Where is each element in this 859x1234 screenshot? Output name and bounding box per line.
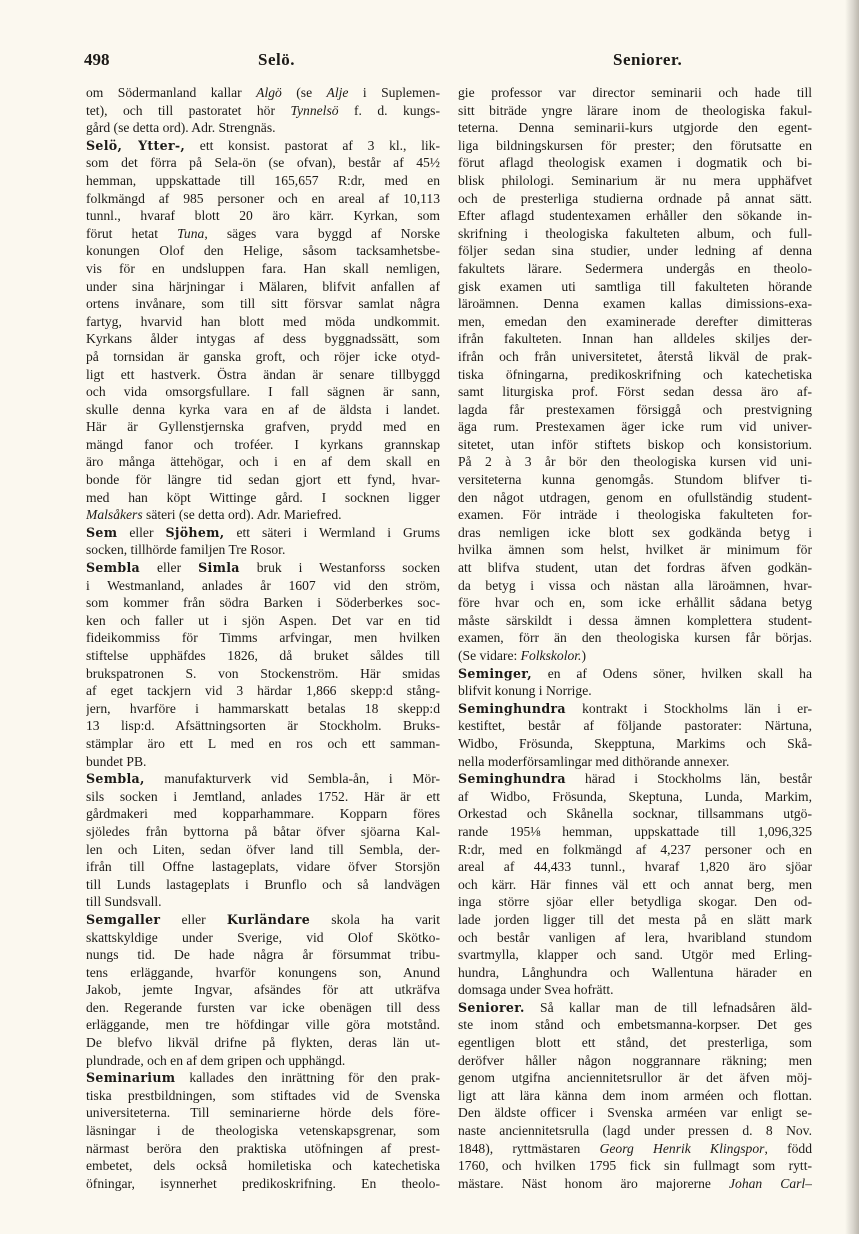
body-text: ste inom stånd och embetsmanna-korpser. Det ges xyxy=(458,1017,812,1033)
text-line xyxy=(86,1087,440,1105)
body-text: areal af 44,433 tunnl., hvaraf 1,820 äro sjöar xyxy=(458,859,812,875)
text-line xyxy=(458,278,812,296)
text-line xyxy=(86,1175,440,1193)
body-text: gård (se detta ord). Adr. Strengnäs. xyxy=(86,120,276,136)
entry-headword: Sjöhem, xyxy=(165,524,225,540)
body-text: 13 lisp:d. Afsättningsorten är Stockholm. Bruks- xyxy=(86,718,440,734)
text-line xyxy=(86,559,440,577)
text-line xyxy=(86,84,440,102)
text-line xyxy=(458,999,812,1017)
text-line xyxy=(86,278,440,296)
body-text: tiska prestbildningen, som stiftades vid de Svenska xyxy=(86,1087,440,1103)
text-line xyxy=(86,841,440,859)
text-line xyxy=(86,242,440,260)
italic-text: Folkskolor. xyxy=(520,648,582,663)
text-line xyxy=(86,577,440,595)
body-text: att blifva student, utan det fordras äfven godkän- xyxy=(458,560,812,576)
body-text: tet), och till pastoratet hör xyxy=(86,102,291,118)
text-line xyxy=(458,1052,812,1070)
body-text: kestiftet, består af följande pastorater: Närtuna, xyxy=(458,718,812,734)
body-text: nella moderförsamlingar med dithörande annexer. xyxy=(458,753,730,769)
text-line xyxy=(86,366,440,384)
body-text: som det förra på Sela-ön (se ofvan), består af 45½ xyxy=(86,155,440,171)
body-text: hemman, uppskattade till 165,657 R:dr, med en xyxy=(86,172,440,188)
text-line xyxy=(86,119,440,137)
body-text: da betyg i vissa och nästan alla läroämnen, hvar- xyxy=(458,577,812,593)
body-text: ortens invånare, som till sitt försvar samlat några xyxy=(86,296,440,312)
italic-text: Malsåkers xyxy=(86,507,143,523)
text-line xyxy=(458,1122,812,1140)
text-line xyxy=(86,418,440,436)
text-line xyxy=(458,313,812,331)
text-line xyxy=(86,383,440,401)
body-text: skattskyldige under Sverige, vid Olof Skötko- xyxy=(86,929,440,945)
text-line xyxy=(458,190,812,208)
text-line xyxy=(86,893,440,911)
body-text: ett konsist. pastorat af 3 kl., lik- xyxy=(185,137,440,153)
entry-headword: Sembla xyxy=(86,560,140,576)
body-text: manufakturverk vid Sembla-ån, i Mör- xyxy=(144,771,440,787)
text-line xyxy=(458,770,812,788)
text-line xyxy=(458,295,812,313)
text-line xyxy=(458,418,812,436)
body-text: examen, förr än den theologiska kursen får börjas. xyxy=(458,630,812,646)
text-line xyxy=(458,823,812,841)
body-text: eller xyxy=(117,524,166,540)
italic-text: Algö xyxy=(256,85,282,100)
body-text: bonde för längre tid sedan gjort ett fynd, hvar- xyxy=(86,472,440,488)
text-line xyxy=(86,647,440,665)
body-text: konungen Olof den Helige, såsom tacksamhetsbe- xyxy=(86,243,440,259)
text-line xyxy=(458,137,812,155)
body-text: Jakob, jemte Ingvar, afsändes för att utkräfva xyxy=(86,982,440,998)
entry-headword: Selö, Ytter-, xyxy=(86,137,186,153)
text-line xyxy=(86,876,440,894)
text-line xyxy=(86,929,440,947)
body-text: i Suplemen- xyxy=(348,85,440,100)
body-text: Orkestad och Skånella socknar, tillsammans utgö- xyxy=(458,806,812,822)
text-line xyxy=(86,858,440,876)
text-line xyxy=(458,805,812,823)
body-text: och vida omsorgsfullare. I fall sägnen är sann, xyxy=(86,384,440,400)
body-text: egentligen blott ett stånd, det presterliga, som xyxy=(458,1035,812,1051)
body-text: fartyg, hvarvid han blott med möda undkommit. xyxy=(86,313,440,329)
body-text: före hvar och en, som icke erhållit sådana betyg xyxy=(458,595,812,611)
text-line xyxy=(458,876,812,894)
text-line xyxy=(86,665,440,683)
text-line xyxy=(458,471,812,489)
text-line xyxy=(86,471,440,489)
text-line xyxy=(458,717,812,735)
body-text: öfningar, isynnerhet predikoskrifning. En theolo- xyxy=(86,1175,440,1191)
text-line xyxy=(458,964,812,982)
body-text: lade jorden ligger till det mesta på en slätt mark xyxy=(458,911,812,927)
text-line xyxy=(458,119,812,137)
body-text: om Södermanland kallar xyxy=(86,85,257,100)
text-line xyxy=(458,1034,812,1052)
text-line xyxy=(86,453,440,471)
body-text: embetet, dels också homiletiska och katechetiska xyxy=(86,1158,440,1174)
body-text: ett säteri i Wermland i Grums xyxy=(224,524,440,540)
body-text: och de presterliga studierna ordnade på annat sätt. xyxy=(458,190,812,206)
body-text: kontrakt i Stockholms län i er- xyxy=(565,700,812,716)
text-line xyxy=(458,858,812,876)
body-text: Kyrkans ålder intygas af dess byggnadssätt, som xyxy=(86,331,440,347)
text-line xyxy=(86,770,440,788)
text-line xyxy=(86,541,440,559)
body-text: men, emedan den examinerade derefter dimitteras xyxy=(458,313,812,329)
body-text: blifvit konung i Norrige. xyxy=(458,683,592,699)
text-line xyxy=(458,102,812,120)
left-text-column xyxy=(86,84,440,1192)
body-text: af Widbo, Frösunda, Skeptuna, Lunda, Markim, xyxy=(458,788,812,804)
entry-headword: Simla xyxy=(198,560,240,576)
body-text: folkmängd af 985 personer och en areal af 10,113 xyxy=(86,190,440,206)
body-text: hvilka ämnen som helst, hvilket är minimum för xyxy=(458,542,812,558)
text-line xyxy=(458,1157,812,1175)
text-line xyxy=(458,893,812,911)
body-text: teterna. Denna seminarii-kurs utgjorde den egent- xyxy=(458,120,812,136)
body-text: ifrån fakulteten. Innan han alldeles skiljes der- xyxy=(458,331,812,347)
body-text: samt liturgiska prof. Först sedan dessa äro af- xyxy=(458,384,812,400)
body-text: plundrade, och en af dem gripen och upphängd. xyxy=(86,1052,346,1068)
body-text: socken, tillhörde familjen Tre Rosor. xyxy=(86,542,286,558)
text-line xyxy=(458,612,812,630)
body-text: eller xyxy=(139,560,199,576)
body-text: sitetet, utan inför stiftets biskop och konsistorium. xyxy=(458,436,812,452)
body-text: universiteterna. Till seminarierne hörde dels före- xyxy=(86,1105,440,1121)
body-text: gisk examen uti samtliga till fakulteten hörande xyxy=(458,278,812,294)
body-text: (Se vidare: xyxy=(458,648,521,663)
body-text: deröfver håller någon noggrannare räkning; men xyxy=(458,1052,812,1068)
page-number: 498 xyxy=(84,50,110,69)
body-text: i Westmanland, anlades år 1607 vid den ström, xyxy=(86,577,440,593)
body-text: stiftelse upphäfdes 1826, då bruket såldes till xyxy=(86,648,440,663)
text-line xyxy=(86,489,440,507)
text-line xyxy=(86,524,440,542)
text-line xyxy=(458,489,812,507)
body-text: (se xyxy=(281,85,327,100)
text-line xyxy=(86,154,440,172)
body-text: sils socken i Jemtland, anlades 1752. Här är ett xyxy=(86,788,440,804)
text-line xyxy=(86,717,440,735)
text-line xyxy=(458,401,812,419)
italic-text: Tynnelsö xyxy=(290,102,339,118)
text-line xyxy=(86,295,440,313)
body-text: nungs tid. De hade några år försummat tribu- xyxy=(86,947,440,963)
text-line xyxy=(86,1052,440,1070)
text-line xyxy=(458,647,812,665)
body-text: len och Liten, sedan öfver land till Sembla, der- xyxy=(86,841,440,857)
text-line xyxy=(86,594,440,612)
body-text: fakultets lärare. Sedermera undergås en theolo- xyxy=(458,260,812,276)
text-line xyxy=(458,225,812,243)
body-text: inga större sjöar eller betydliga skogar. Den od- xyxy=(458,894,812,910)
text-line xyxy=(86,1140,440,1158)
body-text: f. d. kungs- xyxy=(338,102,440,118)
body-text: rande 195⅛ hemman, uppskattade till 1,096,325 xyxy=(458,823,812,839)
text-line xyxy=(86,190,440,208)
text-line xyxy=(458,1104,812,1122)
text-line xyxy=(458,788,812,806)
italic-text: Georg Henrik Klingspor xyxy=(599,1140,765,1156)
text-line xyxy=(458,700,812,718)
text-line xyxy=(86,753,440,771)
body-text: fideikommiss för Timms arfvingar, men hvilken xyxy=(86,630,440,646)
text-line xyxy=(458,929,812,947)
text-line xyxy=(458,841,812,859)
body-text: läsningar i de theologiska vetenskapsgrenar, som xyxy=(86,1123,440,1139)
body-text: versiteterna kunna genomgås. Stundom blifver ti- xyxy=(458,472,812,488)
body-text: på tornsidan är ganska groft, och röjer icke otyd- xyxy=(86,348,440,364)
body-text: måste särskildt i dessa ämnen komplettera student- xyxy=(458,612,812,628)
body-text: under sina härjningar i Mälaren, blifvit anfallen af xyxy=(86,278,440,294)
text-line xyxy=(458,541,812,559)
body-text: som kommer från södra Barken i Söderberkes soc- xyxy=(86,595,440,611)
text-line xyxy=(458,348,812,366)
text-line xyxy=(86,946,440,964)
text-line xyxy=(86,260,440,278)
running-head-left: Selö. xyxy=(258,50,295,69)
body-text: förut hetat xyxy=(86,225,178,241)
text-line xyxy=(458,911,812,929)
text-line xyxy=(458,436,812,454)
body-text: eller xyxy=(160,911,227,927)
text-line xyxy=(458,172,812,190)
body-text: De blefvo likväl drifne på flykten, deras län ut- xyxy=(86,1035,440,1051)
text-line xyxy=(458,735,812,753)
body-text: med han köpt Wittinge gård. I socknen ligger xyxy=(86,489,440,505)
italic-text: Tuna xyxy=(177,225,205,241)
text-line xyxy=(458,1069,812,1087)
text-line xyxy=(86,981,440,999)
body-text: ) xyxy=(581,648,586,663)
body-text: kallades den inrättning för den prak- xyxy=(175,1070,440,1086)
body-text: ligt att lära känna dem inom arméen och flottan. xyxy=(458,1087,812,1103)
body-text: Den äldste officer i Svenska arméen var enligt se- xyxy=(458,1105,812,1121)
text-line xyxy=(86,313,440,331)
body-text: R:dr, med en folkmängd af 4,237 personer och en xyxy=(458,841,812,857)
body-text: följer sedan sina studier, under ledning af denna xyxy=(458,243,812,259)
text-line xyxy=(86,1122,440,1140)
body-text: den. Regerande fursten var icke obenägen till dess xyxy=(86,999,440,1015)
body-text: tens erläggande, hvarför konungens son, Anund xyxy=(86,964,440,980)
body-text: skrifning i theologiska fakulteten album, och full- xyxy=(458,225,812,241)
body-text: skola ha varit xyxy=(310,911,440,927)
body-text: erläggande, men tre höfdingar ville göra motstånd. xyxy=(86,1017,440,1033)
text-line xyxy=(86,823,440,841)
text-line xyxy=(86,506,440,524)
page-edge-shadow xyxy=(845,0,859,1234)
body-text: ifrån och från universitetet, återstå likväl de prak- xyxy=(458,348,812,364)
body-text: till Sundsvall. xyxy=(86,894,162,910)
entry-headword: Seminarium xyxy=(86,1070,176,1086)
entry-headword: Kurländare xyxy=(226,911,311,927)
text-line xyxy=(86,999,440,1017)
text-line xyxy=(458,207,812,225)
body-text: brukspatronen S. von Stockenström. Här smidas xyxy=(86,665,440,681)
right-text-column xyxy=(458,84,812,1192)
running-header xyxy=(78,46,812,76)
body-text: , född xyxy=(764,1140,812,1156)
text-line xyxy=(458,559,812,577)
text-line xyxy=(458,753,812,771)
body-text: härad i Stockholms län, består xyxy=(565,771,812,787)
entry-headword: Sem xyxy=(86,524,118,540)
body-text: bundet PB. xyxy=(86,753,147,769)
body-text: närmast beröra den praktiska utöfningen af prest- xyxy=(86,1140,440,1156)
text-line xyxy=(86,682,440,700)
body-text: gie professor var director seminarii och hade till xyxy=(458,85,812,100)
body-text: På 2 à 3 år bör den theologiska kursen vid uni- xyxy=(458,454,812,470)
body-text: 1760, och hvilken 1795 fick sin fullmagt som rytt- xyxy=(458,1158,812,1174)
body-text: tiska öfningarna, predikoskrifning och katechetiska xyxy=(458,366,812,382)
text-line xyxy=(86,911,440,929)
text-line xyxy=(86,1157,440,1175)
body-text: ken och faller ut i sjön Aspen. Det var en tid xyxy=(86,612,440,628)
text-line xyxy=(458,946,812,964)
text-line xyxy=(86,1016,440,1034)
italic-text: Alje xyxy=(326,85,349,100)
body-text: jern, hvarföre i hammarskatt betalas 18 skepp:d xyxy=(86,700,440,716)
body-text: genom utgifna anciennitetsrullor är det äfven möj- xyxy=(458,1070,812,1086)
body-text: mästare. Näst honom äro majorerne xyxy=(458,1175,729,1191)
text-line xyxy=(458,154,812,172)
text-line xyxy=(458,260,812,278)
text-line xyxy=(86,629,440,647)
text-line xyxy=(86,172,440,190)
text-line xyxy=(458,84,812,102)
text-line xyxy=(86,1034,440,1052)
text-line xyxy=(458,594,812,612)
text-line xyxy=(458,682,812,700)
text-line xyxy=(86,805,440,823)
body-text: skulle denna kyrka vara en af de äldsta i landet. xyxy=(86,401,440,417)
body-text: sitt biträde yngre lärare inom de theologiska fakul- xyxy=(458,102,812,118)
body-text: liga bildningskursen för prester; den förutsatte en xyxy=(458,137,812,153)
body-text: sjöledes från byttorna på båtar öfver sjöarna Kal- xyxy=(86,823,440,839)
body-text: Här är Gyllenstjernska grafven, prydd med en xyxy=(86,419,440,435)
body-text: säteri (se detta ord). Adr. Mariefred. xyxy=(142,507,342,523)
body-text: ifrån till Offne lastageplats, vidare öfver Storsjön xyxy=(86,859,440,875)
body-text: vis för en undsluppen fara. Han skall nemligen, xyxy=(86,260,440,276)
text-line xyxy=(458,383,812,401)
text-line xyxy=(86,612,440,630)
text-line xyxy=(458,1175,812,1193)
text-line xyxy=(458,1016,812,1034)
body-text: dras nemligen icke blott sex godkända betyg i xyxy=(458,524,812,540)
text-line xyxy=(458,981,812,999)
text-line xyxy=(458,577,812,595)
entry-headword: Seminghundra xyxy=(458,700,566,716)
entry-headword: Sembla, xyxy=(86,771,145,787)
text-line xyxy=(86,436,440,454)
body-text: af eget tackjern vid 3 härdar 1,866 skepp:d stång- xyxy=(86,683,440,699)
text-line xyxy=(86,1069,440,1087)
running-head-right: Seniorer. xyxy=(613,50,683,69)
text-line xyxy=(86,401,440,419)
body-text: lagda får prestexamen försiggå och prestvigning xyxy=(458,401,812,417)
text-line xyxy=(458,453,812,471)
body-text: domsaga under Svea hofrätt. xyxy=(458,982,614,998)
text-line xyxy=(86,207,440,225)
body-text: läroämnen. Denna examen kallas dimissions-exa- xyxy=(458,296,812,312)
text-line xyxy=(458,330,812,348)
text-line xyxy=(86,102,440,120)
body-text: 1848), ryttmästaren xyxy=(458,1140,600,1156)
body-text: stämplar äro ett L med en ros och ett samman- xyxy=(86,735,440,751)
text-line xyxy=(86,700,440,718)
body-text: Så kallar man de till lefnadsåren äld- xyxy=(524,999,812,1015)
body-text: Efter aflagd studentexamen erhåller den sökande in- xyxy=(458,208,812,224)
body-text: och kärr. Här finnes väl ett och annat berg, men xyxy=(458,876,812,892)
body-text: ligt ett hastverk. Östra ändan är senare tillbyggd xyxy=(86,366,440,382)
text-line xyxy=(458,506,812,524)
text-line xyxy=(458,629,812,647)
text-line xyxy=(86,1104,440,1122)
body-text: naste anciennitetsrulla (lagd under pressen d. 8 Nov. xyxy=(458,1123,812,1139)
text-line xyxy=(458,1087,812,1105)
entry-headword: Seminger, xyxy=(458,665,532,681)
body-text: hundra, Långhundra och Wallentuna härader en xyxy=(458,964,812,980)
entry-headword: Semgaller xyxy=(86,911,161,927)
body-text: tunnl., hvaraf blott 20 äro kärr. Kyrkan, som xyxy=(86,208,440,224)
text-line xyxy=(86,330,440,348)
text-line xyxy=(458,366,812,384)
text-line xyxy=(458,1140,812,1158)
text-line xyxy=(86,964,440,982)
body-text: förut aflagd theologisk examen i dogmatik och bi- xyxy=(458,155,812,171)
body-text: svartmylla, klapper och sand. Utgör med Erling- xyxy=(458,947,812,963)
body-text: examen. För inträde i theologiska fakulteten for- xyxy=(458,507,812,523)
body-text: till Lunds lastageplats i Brunflo och så landvägen xyxy=(86,876,440,892)
body-text: bruk i Westanforss socken xyxy=(239,560,440,576)
text-line xyxy=(86,137,440,155)
entry-headword: Seminghundra xyxy=(458,771,566,787)
text-line xyxy=(458,242,812,260)
text-line xyxy=(86,788,440,806)
body-text: , säges vara byggd af Norske xyxy=(204,225,440,241)
body-text: äro många ättehögar, och i en af dem skall en xyxy=(86,454,440,470)
italic-text: Johan Carl– xyxy=(729,1175,812,1191)
body-text: Widbo, Frösunda, Skepptuna, Markims och Skå- xyxy=(458,735,812,751)
body-text: gårdmakeri med kopparhammare. Kopparn föres xyxy=(86,806,440,822)
text-line xyxy=(458,665,812,683)
text-line xyxy=(86,348,440,366)
body-text: och består vanligen af lera, hvaribland stundom xyxy=(458,929,812,945)
text-line xyxy=(86,225,440,243)
text-line xyxy=(86,735,440,753)
body-text: mängd fanor och troféer. I kyrkans grannskap xyxy=(86,436,440,452)
body-text: den något utdragen, genom en ofullständig student- xyxy=(458,489,812,505)
body-text: äga rum. Prestexamen äger icke rum vid univer- xyxy=(458,419,812,435)
entry-headword: Seniorer. xyxy=(458,999,525,1015)
body-text: blisk philologi. Seminarium är nu mera upphäfvet xyxy=(458,172,812,188)
text-line xyxy=(458,524,812,542)
body-text: en af Odens söner, hvilken skall ha xyxy=(532,665,812,681)
